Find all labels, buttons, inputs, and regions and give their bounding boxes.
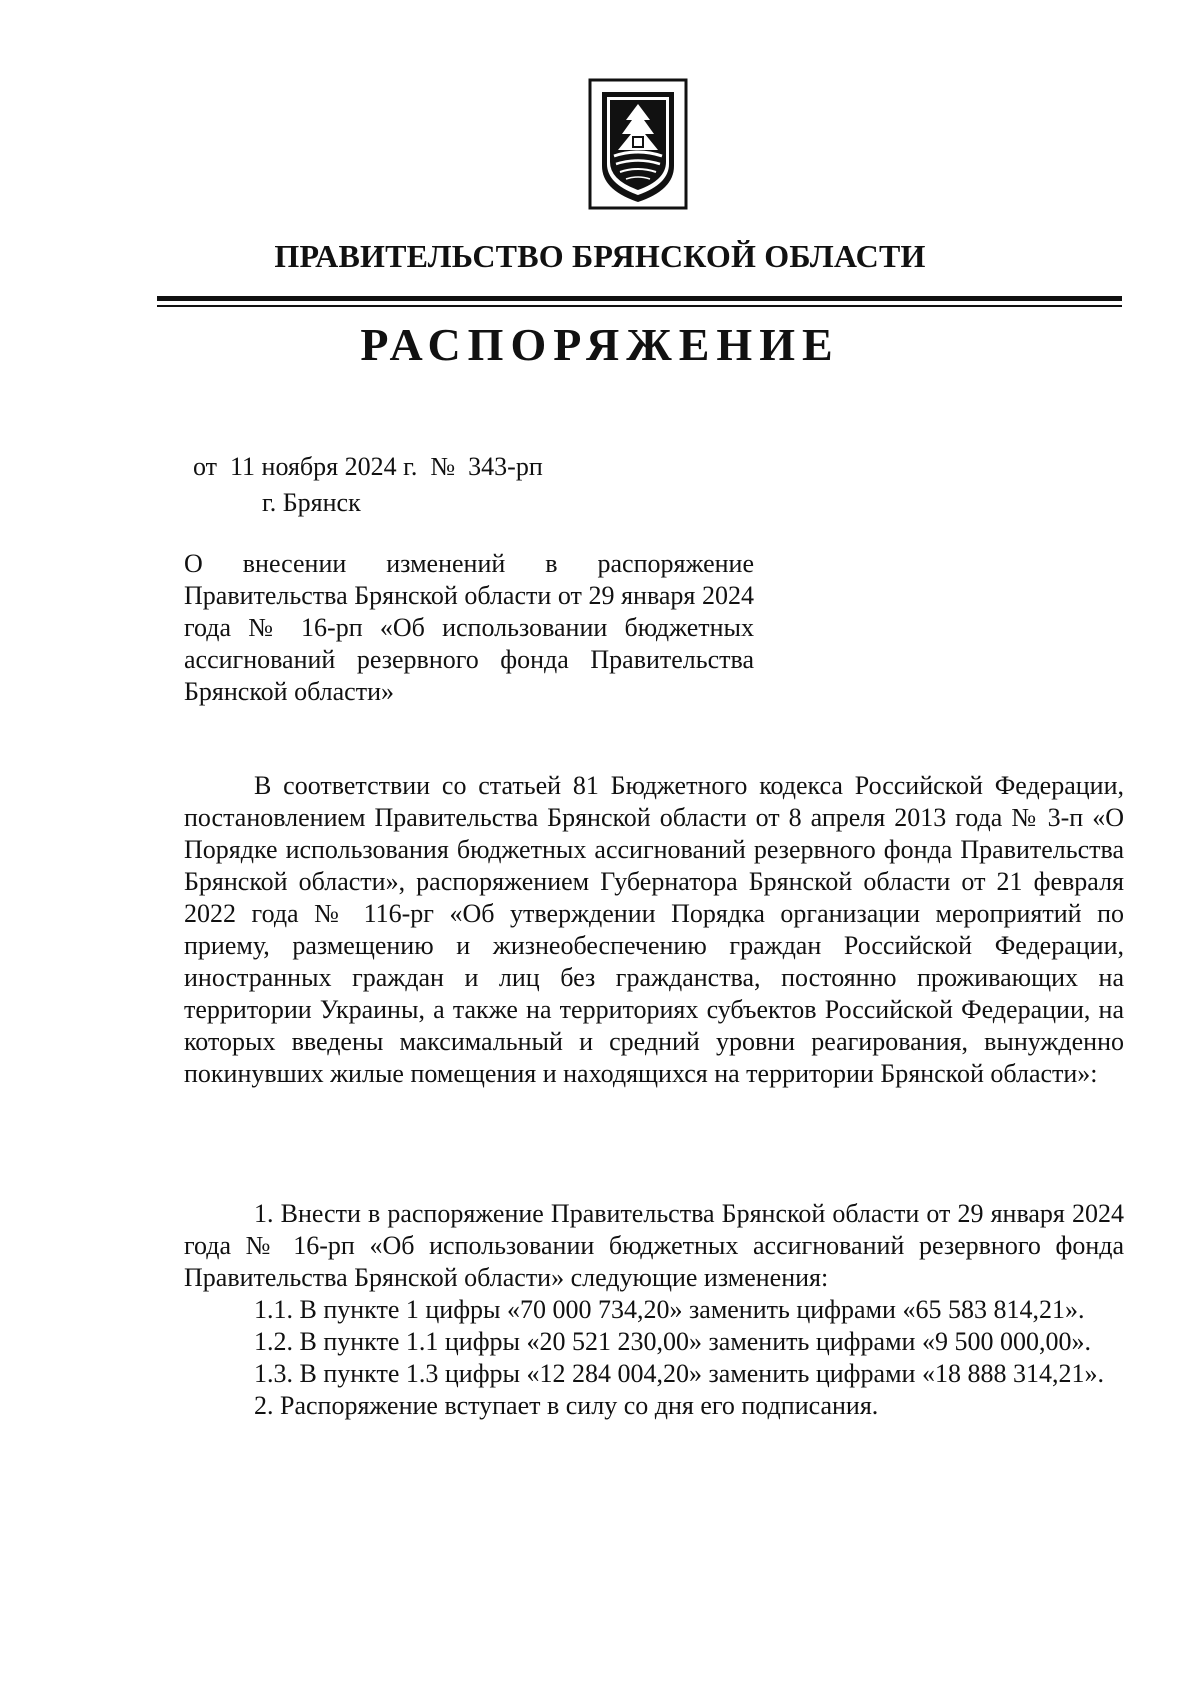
header-divider-thin [157, 305, 1122, 307]
clause-1-2: 1.2. В пункте 1.1 цифры «20 521 230,00» заменить цифрами «9 500 000,00». [254, 1327, 1091, 1356]
document-subject: О внесении изменений в распоряжение Правительства Брянской области от 29 января 2024 года № 16-рп «Об использовании бюджетных ассигнований резервного фонда Правительства Брянской области» [184, 549, 754, 706]
header-divider-thick [157, 296, 1122, 301]
clause-1: 1. Внести в распоряжение Правительства Брянской области от 29 января 2024 года № 16-рп «Об использовании бюджетных ассигнований резервного фонда Правительства Брянской области» следующие изменения: [184, 1199, 1124, 1292]
preamble-paragraph: В соответствии со статьей 81 Бюджетного кодекса Российской Федерации, постановлением Правительства Брянской области от 8 апреля 2013 года № 3-п «О Порядке использования бюджетных ассигнований резервного фонда Правительства Брянской области», распоряжением Губернатора Брянской области от 21 февраля 2022 года № 116-рг «Об утверждении Порядка организации мероприятий по приему, размещению и жизнеобеспечению граждан Российской Федерации, иностранных граждан и лиц без гражданства, постоянно проживающих на территории Украины, а также на территориях субъектов Российской Федерации, на которых введены максимальный и средний уровни реагирования, вынужденно покинувших жилые помещения и находящихся на территории Брянской области»: [184, 771, 1124, 1088]
clauses-list [184, 1198, 1124, 1422]
clause-2: 2. Распоряжение вступает в силу со дня его подписания. [254, 1391, 879, 1420]
organization-title: ПРАВИТЕЛЬСТВО БРЯНСКОЙ ОБЛАСТИ [274, 238, 926, 274]
bryansk-coat-of-arms-icon [588, 78, 688, 210]
document-type-title: РАСПОРЯЖЕНИЕ [360, 319, 840, 370]
document-place: г. Брянск [262, 488, 361, 517]
clause-1-1: 1.1. В пункте 1 цифры «70 000 734,20» заменить цифрами «65 583 814,21». [254, 1295, 1085, 1324]
preamble [184, 770, 1124, 1090]
clause-1-3: 1.3. В пункте 1.3 цифры «12 284 004,20» заменить цифрами «18 888 314,21». [254, 1359, 1104, 1388]
document-date-number: от 11 ноября 2024 г. № 343-рп [193, 452, 543, 481]
